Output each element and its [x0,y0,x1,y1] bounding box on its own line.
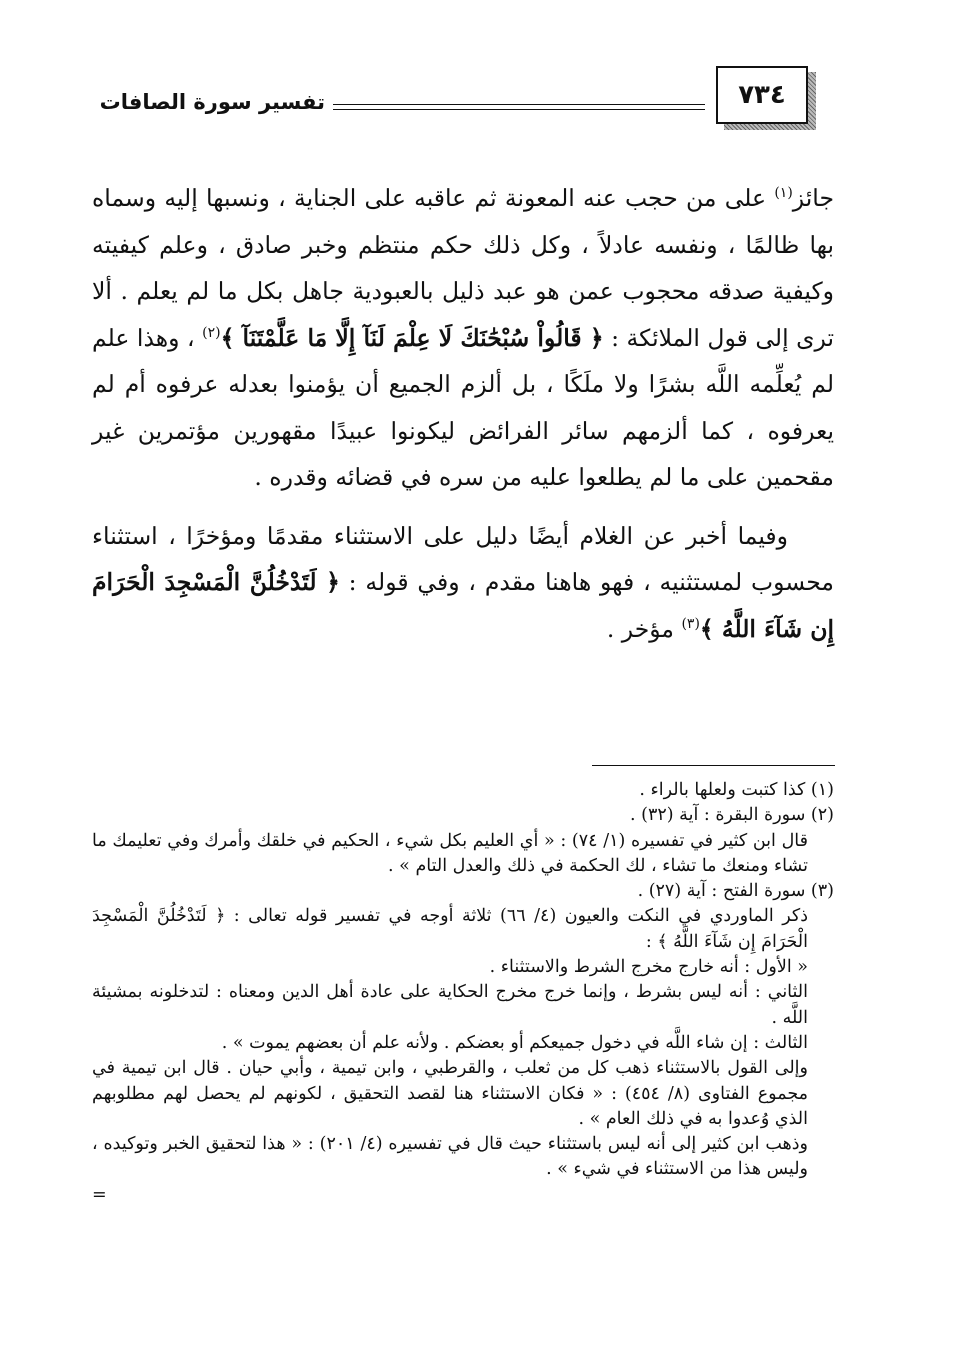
main-text [92,175,834,652]
footnote-1: (١) كذا كتبت ولعلها بالراء . [639,780,834,800]
paragraph-1-text-c: ، وهذا علم لم يُعلِّمه اللَّه بشرًا ولا ملَكًا ، بل ألزم الجميع أن يؤمنوا بعدله عرفوه أم لم يعرفوه ، كما ألزمهم سائر الفرائض ليكونوا عبيدًا مقهورين مؤتمرين غير مقحمين على ما لم يطلعوا عليه من سره في قضائه وقدره . [92,323,834,491]
quran-quote-2: ﴿ لَتَدْخُلُنَّ الْمَسْجِدَ الْحَرَامَ إِن شَآءَ اللَّهُ ﴾ [92,568,834,643]
paragraph-1 [92,175,834,501]
paragraph-2 [92,513,834,653]
footnote-3: (٣) سورة الفتح : آية (٢٧) . [637,881,834,902]
quran-quote-1: ﴿ قَالُواْ سُبْحَٰنَكَ لَا عِلْمَ لَنَآ إِلَّا مَا عَلَّمْتَنَآ ﴾ [220,323,604,352]
footnotes [92,778,834,1208]
footnote-separator [592,765,835,766]
footnote-ref-2: (٢) [202,324,221,341]
footnote-2-detail: قال ابن كثير في تفسيره (١/ ٧٤) : « أي العليم بكل شيء ، الحكيم في خلقك وأمرك وفي تعليمك ما تشاء ومنعك ما تشاء ، لك الحكمة في ذلك والعدل التام » . [92,830,808,876]
footnote-3-detail-d: الثالث : إن شاء اللَّه في دخول جميعكم أو بعضكم . ولأنه علم أن بعضهم يموت » . [221,1032,808,1053]
paragraph-2-text-b: مؤخر . [606,614,682,643]
header-rule [333,104,705,112]
footnote-continuation-mark: = [92,1184,107,1205]
running-title: تفسير سورة الصافات [99,90,325,114]
footnote-3-detail-c: الثاني : أنه ليس بشرط ، وإنما خرج مخرج الحكاية على عادة أهل الدين ومعناه : لتدخلونه بمشيئة اللَّه . [92,982,808,1028]
footnote-2: (٢) سورة البقرة : آية (٣٢) . [630,805,834,826]
paragraph-1-text-b: على من حجب عنه المعونة ثم عاقبه على الجناية ، ونسبها إليه وسماه بها ظالمًا ، ونفسه عادلاً ، وكل ذلك حكم منتظم وخبر صادق ، وعلم كيفيته وكيفية صدقه محجوب عمن هو عبد ذليل بالعبودية جاهل بكل ما لم يعلم . ألا ترى إلى قول الملائكة : [92,184,834,352]
page-header [95,66,833,136]
footnote-3-detail-e: وإلى القول بالاستثناء ذهب كل من ثعلب ، والقرطبي ، وابن تيمية ، وأبي حيان . قال ابن تيمية في مجموع الفتاوى (٨/ ٤٥٤) : « فكان الاستثناء هنا لقصد التحقيق ، لكونهم لم يحصل لهم مطلوبهم الذي وُعدوا به في ذلك العام » . [92,1058,808,1129]
footnote-ref-3: (٣) [681,615,700,632]
page-number: ٧٣٤ [716,66,808,124]
footnote-ref-1: (١) [774,185,793,202]
footnote-3-detail-f: وذهب ابن كثير إلى أنه ليس باستثناء حيث قال في تفسيره (٤/ ٢٠١) : « هذا لتحقيق الخبر وتوكيده ، وليس هذا من الاستثناء في شيء » . [92,1134,808,1180]
paragraph-2-text-a: وفيما أخبر عن الغلام أيضًا دليل على الاستثناء مقدمًا ومؤخرًا ، استثناء محسوب لمستثنيه ، فهو هاهنا مقدم ، وفي قوله : [92,521,834,596]
paragraph-1-text-a: جائز [792,184,834,212]
footnote-3-detail-b: « الأول : أنه خارج مخرج الشرط والاستثناء . [489,957,808,978]
footnote-3-detail-a: ذكر الماوردي في النكت والعيون (٤/ ٦٦) ثلاثة أوجه في تفسير قوله تعالى : ﴿ لَتَدْخُلُنَّ الْمَسْجِدَ الْحَرَامَ إِن شَآءَ اللَّهُ ﴾ : [92,906,808,952]
